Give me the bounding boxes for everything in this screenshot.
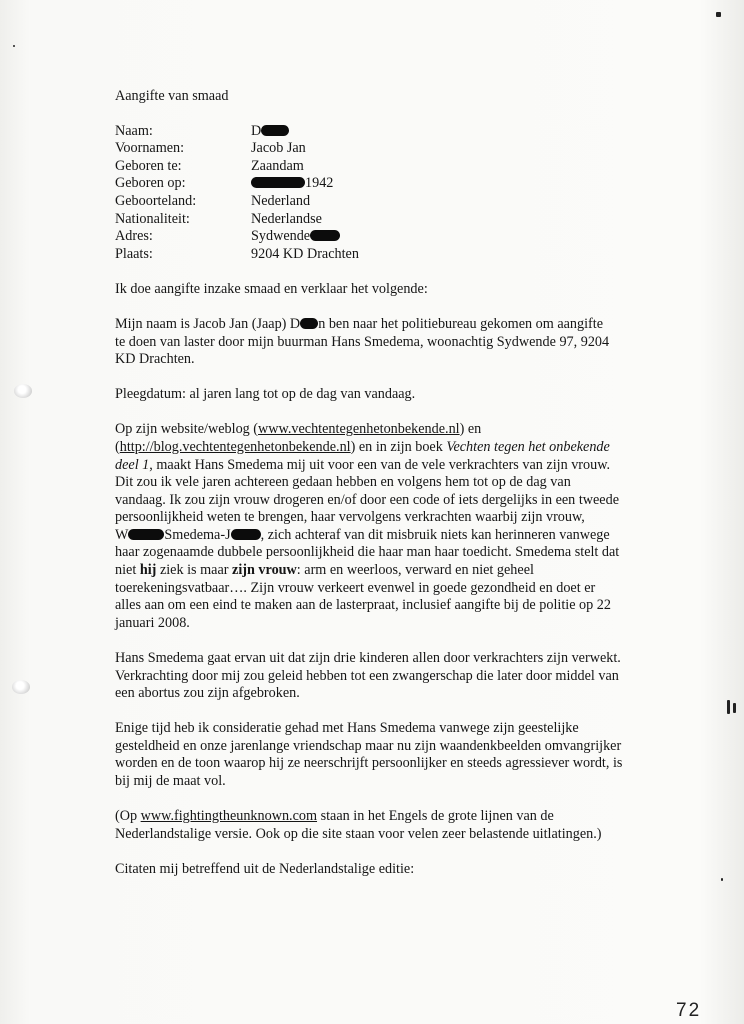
redaction [231,529,261,540]
punch-hole-top [14,384,32,398]
pleegdatum: Pleegdatum: al jaren lang tot op de dag van vandaag. [115,386,416,403]
english-site-link: www.fightingtheunknown.com [140,808,318,825]
personal-details [115,123,665,264]
scan-speck [721,878,723,881]
field-geboren-te: Geboren te: Zaandam [115,157,304,174]
page-number: 72 [676,1000,702,1021]
book-title: Vechten tegen het onbekende [446,438,610,455]
closing-line: Citaten mij betreffend uit de Nederlandstalige editie: [115,860,415,877]
redaction [310,230,340,241]
field-value: Sydwende [251,228,340,246]
redaction [251,177,305,188]
field-naam: Naam: D [115,123,665,141]
intro-statement: Ik doe aangifte inzake smaad en verklaar het volgende: [115,280,428,297]
punch-hole-bottom [12,680,30,694]
scan-speck [733,703,736,713]
field-value: D [251,123,289,141]
website-link: www.vechtentegenhetonbekende.nl [258,421,460,438]
redaction [128,529,164,540]
paragraph-accusation: Op zijn website/weblog (www.vechtentegenhetonbekende.nl) en (http://blog.vechtentegenhetonbekende.nl) en in zijn boek Vechten tegen het onbekende deel 1, maakt Hans Smedema mij uit voor een van de vele verkrachters van zijn vrouw. Dit zou ik vele jaren achtereen gedaan hebben en volgens hem tot op de dag van vandaag. Ik zou zijn vrouw drogeren en/of door een code of iets dergelijks in een tweede persoonlijkheid weten te brengen, haar vervolgens verkrachten waarbij zijn vrouw, W Smedema-J , zich achteraf van dit misbruik niets kan herinneren vanwege haar zogenaamde dubbele persoonlijkheid die haar man haar toedicht. Smedema stelt dat niet hij ziek is maar zijn vrouw: arm en weerloos, verward en niet geheel toerekeningsvatbaar…. Zijn vrouw verkeert evenwel in goede gezondheid en doet er alles aan om een eind te maken aan de lasterpraat, inclusief aangifte bij de politie op 22 januari 2008. [115,421,620,631]
field-voornamen: Voornamen: Jacob Jan [115,140,306,157]
paragraph-children: Hans Smedema gaat ervan uit dat zijn drie kinderen allen door verkrachters zijn verwekt. Verkrachting door mij zou geleid hebben tot een zwangerschap die later door middel van een abortus zou zijn afgebroken. [115,649,621,702]
field-geboren-op: Geboren op: 1942 [115,175,334,192]
paragraph-english-site: (Op www.fightingtheunknown.com staan in het Engels de grote lijnen van de Nederlandstalige versie. Ook op die site staan voor velen zeer belastende uitlatingen.) [115,808,602,842]
field-geboorteland: Geboorteland: Nederland [115,192,311,209]
redaction [300,318,318,329]
field-nationaliteit: Nationaliteit: Nederlandse [115,210,322,227]
scan-speck [13,45,15,47]
paragraph-identity: Mijn naam is Jacob Jan (Jaap) D n ben naar het politiebureau gekomen om aangifte te doen van laster door mijn buurman Hans Smedema, woonachtig Sydwende 97, 9204 KD Drachten. [115,315,610,368]
paragraph-consideration: Enige tijd heb ik consideratie gehad met Hans Smedema vanwege zijn geestelijke gesteldheid en onze jarenlange vriendschap maar nu zijn waandenkbeelden omvangrijker worden en de toon waarop hij ze neerschrijft persoonlijker en steeds agressiever wordt, is bij mij de maat vol. [115,720,623,789]
blog-link: http://blog.vechtentegenhetonbekende.nl [119,438,351,455]
field-plaats: Plaats: 9204 KD Drachten [115,245,359,262]
scan-speck [716,12,721,17]
document-body [115,88,665,878]
redaction [261,125,289,136]
field-value: 1942 [251,175,333,193]
document-heading: Aangifte van smaad [115,88,229,104]
scan-speck [727,700,730,714]
field-adres: Adres: Sydwende [115,228,665,246]
